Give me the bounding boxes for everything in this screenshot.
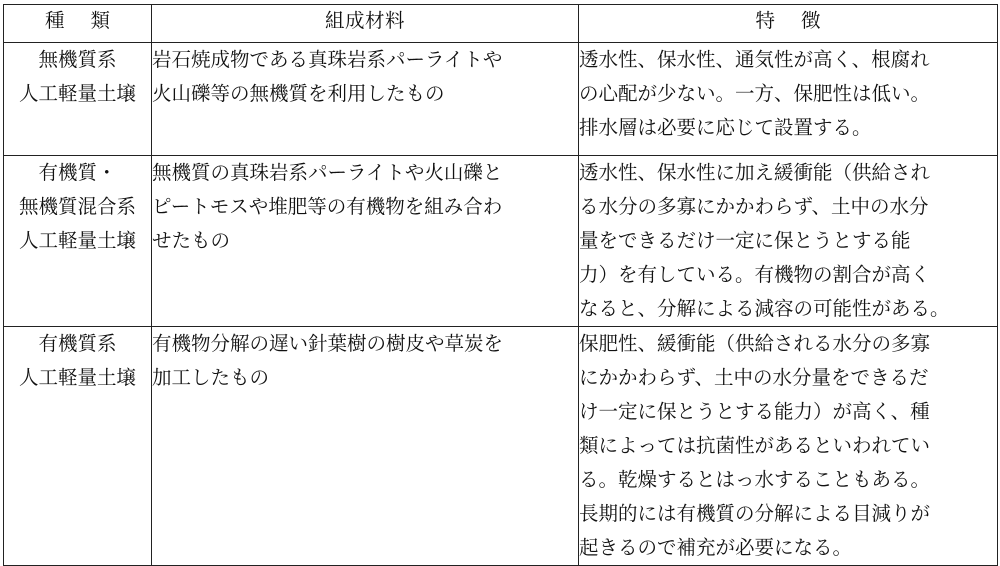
- table-row: [4, 156, 998, 327]
- feature-line: 排水層は必要に応じて設置する。: [579, 116, 872, 139]
- material-cell: [152, 156, 579, 327]
- header-materials-label: 組成材料: [324, 9, 405, 32]
- feature-cell: [579, 43, 998, 156]
- feature-cell: [579, 156, 998, 327]
- feature-line: 長期的には有機質の分解による目減りが: [579, 502, 931, 525]
- feature-line: 力）を有している。有機物の割合が高く: [579, 263, 931, 286]
- feature-line: け一定に保とうとする能力）が高く、種: [579, 400, 930, 423]
- feature-line: 保肥性、緩衝能（供給される水分の多寡: [579, 332, 931, 355]
- feature-line: にかかわらず、土中の水分量をできるだ: [579, 366, 929, 389]
- type-line: 人工軽量土壌: [18, 229, 136, 252]
- type-line: 人工軽量土壌: [18, 366, 136, 389]
- type-cell: [4, 327, 152, 566]
- feature-line: 透水性、保水性、通気性が高く、根腐れ: [579, 48, 930, 71]
- feature-cell: [579, 327, 998, 566]
- feature-line: 透水性、保水性に加え緩衝能（供給され: [579, 161, 931, 184]
- header-features-char-2: 徴: [801, 9, 821, 32]
- feature-line: る水分の多寡にかかわらず、土中の水分: [579, 195, 929, 218]
- table-row: [4, 327, 998, 566]
- material-cell: [152, 327, 579, 566]
- header-features-char-1: 特: [755, 9, 775, 32]
- feature-line: なると、分解による減容の可能性がある。: [579, 297, 950, 320]
- type-line: 有機質系: [38, 332, 117, 355]
- feature-line: 起きるので補充が必要になる。: [579, 536, 853, 559]
- material-line: 無機質の真珠岩系パーライトや火山礫と: [152, 161, 503, 184]
- type-line: 無機質系: [38, 48, 117, 71]
- header-type-char-2: 類: [90, 9, 111, 32]
- header-row: [4, 5, 998, 43]
- material-line: 岩石焼成物である真珠岩系パーライトや: [152, 48, 503, 71]
- header-materials: [152, 5, 579, 43]
- material-cell: [152, 43, 579, 156]
- type-cell: [4, 43, 152, 156]
- material-line: ピートモスや堆肥等の有機物を組み合わ: [152, 195, 503, 218]
- material-line: せたもの: [152, 229, 231, 252]
- material-line: 有機物分解の遅い針葉樹の樹皮や草炭を: [152, 332, 504, 355]
- feature-line: る。乾燥するとはっ水することもある。: [579, 468, 931, 491]
- header-features: [579, 5, 998, 43]
- type-line: 人工軽量土壌: [18, 82, 136, 105]
- table-row: [4, 43, 998, 156]
- feature-line: の心配が少ない。一方、保肥性は低い。: [579, 82, 931, 105]
- header-type: [4, 5, 152, 43]
- type-cell: [4, 156, 152, 327]
- type-line: 無機質混合系: [18, 195, 136, 218]
- header-type-char-1: 種: [44, 9, 65, 32]
- feature-line: 類によっては抗菌性があるといわれてい: [579, 434, 931, 457]
- type-line: 有機質・: [38, 161, 117, 184]
- material-line: 加工したもの: [152, 366, 270, 389]
- feature-line: 量をできるだけ一定に保とうとする能: [579, 229, 911, 252]
- soil-type-table: [3, 4, 998, 566]
- material-line: 火山礫等の無機質を利用したもの: [152, 82, 445, 105]
